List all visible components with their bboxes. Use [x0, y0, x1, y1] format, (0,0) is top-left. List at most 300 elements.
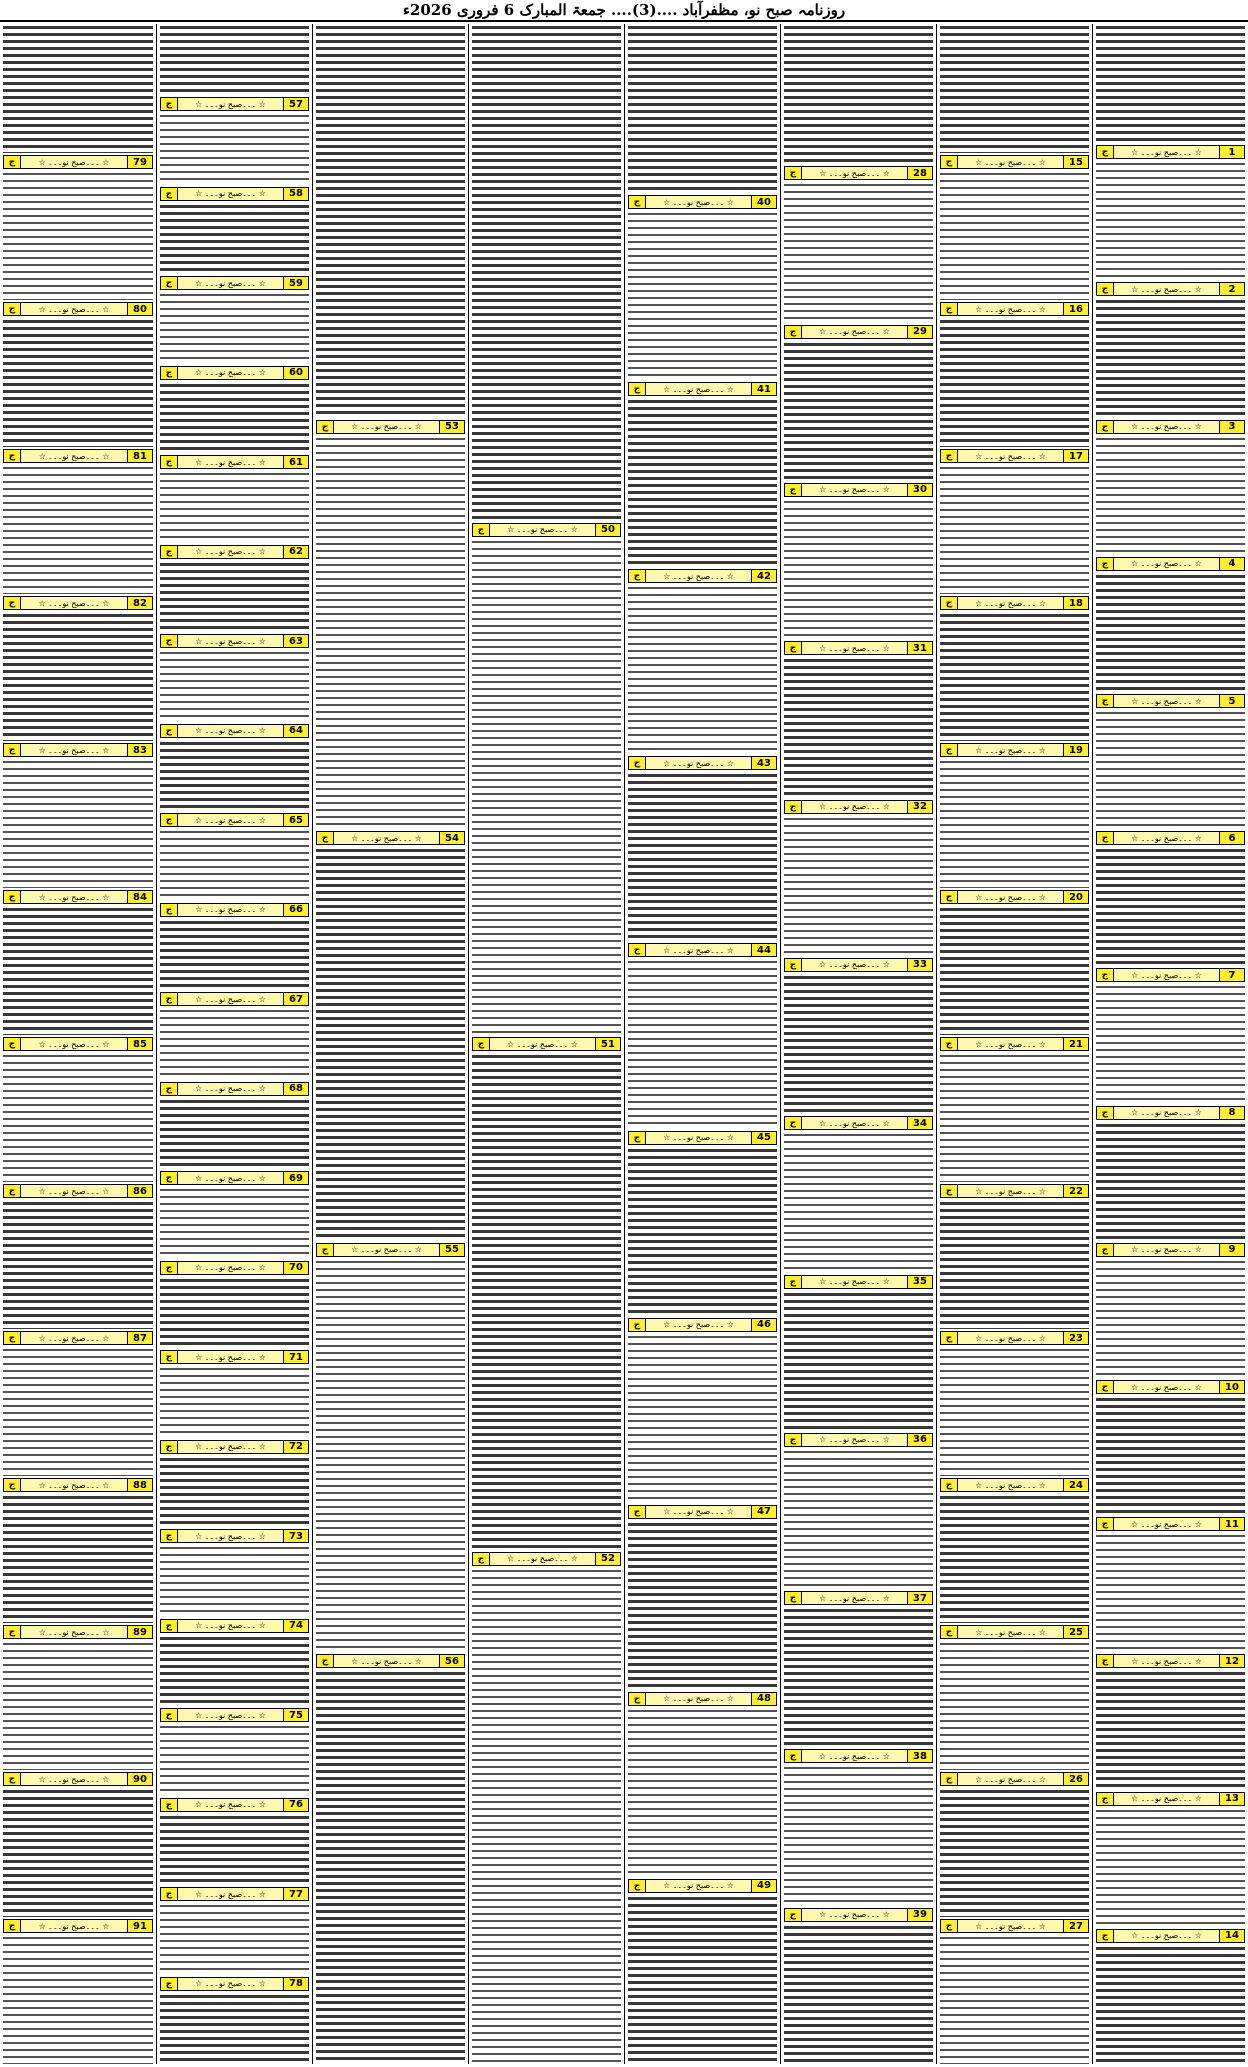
newspaper-logo-icon: ج — [4, 1332, 21, 1344]
ad-title: ☆ ۔۔۔صبح نو۔۔۔ ☆ — [21, 1626, 127, 1638]
ad-title: ☆ ۔۔۔صبح نو۔۔۔ ☆ — [802, 1434, 907, 1446]
newspaper-logo-icon: ج — [4, 1038, 21, 1050]
ad-text-block — [3, 1494, 153, 1623]
ad-title: ☆ ۔۔۔صبح نو۔۔۔ ☆ — [1114, 695, 1219, 707]
ad-title: ☆ ۔۔۔صبح نو۔۔۔ ☆ — [178, 993, 283, 1005]
ad-text-block — [784, 499, 933, 639]
ad-number: 14 — [1219, 1930, 1244, 1942]
ad-text-block — [1096, 1670, 1245, 1789]
column-3 — [780, 24, 936, 2064]
ad-number: 65 — [283, 814, 308, 826]
ad-header — [628, 382, 777, 396]
ad-title: ☆ ۔۔۔صبح نو۔۔۔ ☆ — [1114, 1655, 1219, 1667]
newspaper-logo-icon: ج — [785, 1909, 802, 1921]
ad-header — [160, 187, 309, 201]
ad-title: ☆ ۔۔۔صبح نو۔۔۔ ☆ — [178, 1530, 283, 1542]
ad-header — [316, 1243, 465, 1257]
ad-text-block — [160, 382, 309, 453]
newspaper-logo-icon: ج — [785, 642, 802, 654]
ad-title: ☆ ۔۔۔صبح نو۔۔۔ ☆ — [21, 450, 127, 462]
ad-text-block — [160, 1098, 309, 1169]
newspaper-logo-icon: ج — [161, 1262, 178, 1274]
newspaper-logo-icon: ج — [1097, 1244, 1114, 1256]
newspaper-logo-icon: ج — [785, 484, 802, 496]
ad-number: 86 — [127, 1185, 152, 1197]
ad-text-block — [1096, 436, 1245, 555]
newspaper-logo-icon: ج — [161, 1172, 178, 1184]
ad-text-block — [940, 1641, 1089, 1770]
ad-title: ☆ ۔۔۔صبح نو۔۔۔ ☆ — [1114, 558, 1219, 570]
ad-text-block — [160, 1456, 309, 1527]
ad-number: 26 — [1063, 1773, 1088, 1785]
ad-text-block — [940, 1494, 1089, 1623]
ad-number: 85 — [127, 1038, 152, 1050]
ad-number: 50 — [595, 524, 620, 536]
newspaper-logo-icon: ج — [941, 1920, 958, 1932]
newspaper-logo-icon: ج — [473, 1553, 490, 1565]
ad-title: ☆ ۔۔۔صبح نو۔۔۔ ☆ — [178, 1441, 283, 1453]
newspaper-logo-icon: ج — [1097, 421, 1114, 433]
ad-number: 24 — [1063, 1479, 1088, 1491]
newspaper-logo-icon: ج — [161, 367, 178, 379]
ad-title: ☆ ۔۔۔صبح نو۔۔۔ ☆ — [1114, 146, 1219, 158]
ad-header — [784, 641, 933, 655]
ad-text-block — [628, 24, 777, 193]
ad-header — [628, 756, 777, 770]
ad-text-block — [316, 1670, 465, 2064]
newspaper-logo-icon: ج — [1097, 832, 1114, 844]
ad-header — [3, 1184, 153, 1198]
ad-text-block — [1096, 847, 1245, 966]
ad-text-block — [3, 171, 153, 300]
ad-text-block — [316, 24, 465, 418]
newspaper-logo-icon: ج — [785, 167, 802, 179]
ad-title: ☆ ۔۔۔صبح نو۔۔۔ ☆ — [21, 1332, 127, 1344]
ad-text-block — [3, 24, 153, 153]
ad-title: ☆ ۔۔۔صبح نو۔۔۔ ☆ — [802, 1276, 907, 1288]
newspaper-logo-icon: ج — [1097, 695, 1114, 707]
ad-number: 32 — [907, 801, 932, 813]
ad-number: 77 — [283, 1888, 308, 1900]
ad-header — [1096, 1380, 1245, 1394]
newspaper-logo-icon: ج — [317, 421, 334, 433]
ad-number: 20 — [1063, 891, 1088, 903]
ad-text-block — [784, 816, 933, 956]
ad-header — [160, 276, 309, 290]
classified-page — [0, 24, 1248, 2064]
ad-text-block — [3, 1935, 153, 2064]
ad-number: 53 — [439, 421, 464, 433]
newspaper-logo-icon: ج — [161, 277, 178, 289]
ad-text-block — [160, 1814, 309, 1885]
ad-header — [940, 1184, 1089, 1198]
ad-text-block — [160, 740, 309, 811]
ad-text-block — [160, 1187, 309, 1258]
ad-number: 55 — [439, 1244, 464, 1256]
newspaper-logo-icon: ج — [161, 635, 178, 647]
ad-number: 88 — [127, 1479, 152, 1491]
ad-number: 31 — [907, 642, 932, 654]
ad-title: ☆ ۔۔۔صبح نو۔۔۔ ☆ — [958, 1479, 1063, 1491]
ad-header — [784, 1275, 933, 1289]
ad-number: 52 — [595, 1553, 620, 1565]
ad-header — [628, 1692, 777, 1706]
newspaper-logo-icon: ج — [161, 814, 178, 826]
newspaper-logo-icon: ج — [1097, 1930, 1114, 1942]
newspaper-logo-icon: ج — [317, 1655, 334, 1667]
newspaper-logo-icon: ج — [161, 1888, 178, 1900]
ad-text-block — [160, 24, 309, 95]
ad-number: 23 — [1063, 1332, 1088, 1344]
newspaper-logo-icon: ج — [161, 725, 178, 737]
ad-text-block — [160, 919, 309, 990]
ad-header — [160, 1082, 309, 1096]
ad-text-block — [160, 561, 309, 632]
ad-number: 3 — [1219, 421, 1244, 433]
ad-text-block — [940, 171, 1089, 300]
ad-header — [3, 449, 153, 463]
ad-number: 80 — [127, 303, 152, 315]
ad-number: 1 — [1219, 146, 1244, 158]
ad-number: 59 — [283, 277, 308, 289]
ad-text-block — [1096, 1808, 1245, 1927]
newspaper-logo-icon: ج — [941, 156, 958, 168]
ad-number: 37 — [907, 1592, 932, 1604]
ad-number: 74 — [283, 1620, 308, 1632]
newspaper-logo-icon: ج — [161, 1620, 178, 1632]
masthead — [0, 0, 1248, 22]
ad-header — [784, 483, 933, 497]
ad-text-block — [1096, 298, 1245, 417]
ad-number: 62 — [283, 546, 308, 558]
ad-title: ☆ ۔۔۔صبح نو۔۔۔ ☆ — [178, 1351, 283, 1363]
ad-title: ☆ ۔۔۔صبح نو۔۔۔ ☆ — [178, 1799, 283, 1811]
ad-number: 6 — [1219, 832, 1244, 844]
newspaper-logo-icon: ج — [1097, 1793, 1114, 1805]
ad-number: 56 — [439, 1655, 464, 1667]
ad-title: ☆ ۔۔۔صبح نو۔۔۔ ☆ — [178, 635, 283, 647]
ad-text-block — [1096, 1259, 1245, 1378]
ad-title: ☆ ۔۔۔صبح نو۔۔۔ ☆ — [178, 367, 283, 379]
newspaper-logo-icon: ج — [161, 1978, 178, 1990]
ad-title: ☆ ۔۔۔صبح نو۔۔۔ ☆ — [802, 484, 907, 496]
ad-title: ☆ ۔۔۔صبح نو۔۔۔ ☆ — [490, 1553, 595, 1565]
ad-number: 44 — [751, 944, 776, 956]
ad-number: 19 — [1063, 744, 1088, 756]
newspaper-logo-icon: ج — [941, 1185, 958, 1197]
ad-title: ☆ ۔۔۔صبح نو۔۔۔ ☆ — [958, 303, 1063, 315]
ad-number: 35 — [907, 1276, 932, 1288]
newspaper-logo-icon: ج — [941, 450, 958, 462]
ad-number: 71 — [283, 1351, 308, 1363]
ad-title: ☆ ۔۔۔صبح نو۔۔۔ ☆ — [802, 1117, 907, 1129]
ad-number: 64 — [283, 725, 308, 737]
ad-text-block — [472, 1568, 621, 2065]
ad-number: 60 — [283, 367, 308, 379]
ad-title: ☆ ۔۔۔صبح نو۔۔۔ ☆ — [178, 1978, 283, 1990]
newspaper-logo-icon: ج — [4, 156, 21, 168]
ad-header — [3, 1625, 153, 1639]
ad-number: 2 — [1219, 283, 1244, 295]
newspaper-logo-icon: ج — [941, 1626, 958, 1638]
ad-header — [784, 166, 933, 180]
ad-header — [160, 455, 309, 469]
ad-number: 49 — [751, 1880, 776, 1892]
newspaper-logo-icon: ج — [629, 1693, 646, 1705]
ad-header — [784, 325, 933, 339]
ad-title: ☆ ۔۔۔صبح نو۔۔۔ ☆ — [21, 1773, 127, 1785]
ad-text-block — [1096, 1396, 1245, 1515]
newspaper-logo-icon: ج — [1097, 558, 1114, 570]
masthead-title: روزنامہ صبح نو، مظفرآباد ....(3).... جمعۃ المبارک 6 فروری 2026ء — [402, 1, 846, 19]
newspaper-logo-icon: ج — [629, 1506, 646, 1518]
ad-title: ☆ ۔۔۔صبح نو۔۔۔ ☆ — [178, 1620, 283, 1632]
ad-text-block — [784, 182, 933, 322]
newspaper-logo-icon: ج — [1097, 969, 1114, 981]
ad-title: ☆ ۔۔۔صبح نو۔۔۔ ☆ — [21, 1038, 127, 1050]
ad-number: 38 — [907, 1750, 932, 1762]
ad-number: 47 — [751, 1506, 776, 1518]
ad-header — [1096, 1517, 1245, 1531]
ad-title: ☆ ۔۔۔صبح نو۔۔۔ ☆ — [178, 456, 283, 468]
ad-title: ☆ ۔۔۔صبح نو۔۔۔ ☆ — [646, 1693, 751, 1705]
ad-number: 78 — [283, 1978, 308, 1990]
ad-title: ☆ ۔۔۔صبح نو۔۔۔ ☆ — [178, 277, 283, 289]
ad-title: ☆ ۔۔۔صبح نو۔۔۔ ☆ — [1114, 1107, 1219, 1119]
column-8 — [0, 24, 156, 2064]
newspaper-logo-icon: ج — [1097, 146, 1114, 158]
ad-header — [3, 1331, 153, 1345]
ad-text-block — [784, 974, 933, 1114]
ad-title: ☆ ۔۔۔صبح نو۔۔۔ ☆ — [21, 1920, 127, 1932]
ad-title: ☆ ۔۔۔صبح نو۔۔۔ ☆ — [178, 1262, 283, 1274]
ad-title: ☆ ۔۔۔صبح نو۔۔۔ ☆ — [958, 1038, 1063, 1050]
ad-text-block — [628, 772, 777, 941]
ad-header — [3, 155, 153, 169]
newspaper-logo-icon: ج — [941, 1773, 958, 1785]
ad-text-block — [628, 1147, 777, 1316]
ad-title: ☆ ۔۔۔صبح نو۔۔۔ ☆ — [21, 744, 127, 756]
ad-text-block — [1096, 710, 1245, 829]
ad-text-block — [160, 1277, 309, 1348]
ad-title: ☆ ۔۔۔صبح نو۔۔۔ ☆ — [958, 744, 1063, 756]
ad-title: ☆ ۔۔۔صبح نو۔۔۔ ☆ — [1114, 1930, 1219, 1942]
ad-header — [160, 1261, 309, 1275]
ad-text-block — [160, 1008, 309, 1079]
newspaper-logo-icon: ج — [1097, 283, 1114, 295]
ad-header — [628, 195, 777, 209]
newspaper-logo-icon: ج — [4, 1185, 21, 1197]
ad-text-block — [3, 1053, 153, 1182]
ad-header — [3, 1772, 153, 1786]
ad-number: 58 — [283, 188, 308, 200]
ad-header — [784, 1908, 933, 1922]
newspaper-logo-icon: ج — [785, 1750, 802, 1762]
ad-header — [1096, 1792, 1245, 1806]
ad-number: 90 — [127, 1773, 152, 1785]
newspaper-logo-icon: ج — [785, 1434, 802, 1446]
ad-title: ☆ ۔۔۔صبح نو۔۔۔ ☆ — [802, 326, 907, 338]
ad-text-block — [1096, 573, 1245, 692]
ad-title: ☆ ۔۔۔صبح نو۔۔۔ ☆ — [1114, 283, 1219, 295]
ad-title: ☆ ۔۔۔صبح نو۔۔۔ ☆ — [646, 570, 751, 582]
ad-title: ☆ ۔۔۔صبح نو۔۔۔ ☆ — [334, 1244, 439, 1256]
ad-header — [160, 1350, 309, 1364]
ad-text-block — [628, 1895, 777, 2064]
ad-header — [1096, 420, 1245, 434]
ad-number: 29 — [907, 326, 932, 338]
ad-text-block — [940, 1053, 1089, 1182]
ad-number: 48 — [751, 1693, 776, 1705]
ad-text-block — [160, 1545, 309, 1616]
ad-number: 4 — [1219, 558, 1244, 570]
ad-number: 33 — [907, 959, 932, 971]
newspaper-logo-icon: ج — [629, 383, 646, 395]
ad-text-block — [940, 759, 1089, 888]
ad-number: 67 — [283, 993, 308, 1005]
ad-title: ☆ ۔۔۔صبح نو۔۔۔ ☆ — [646, 1506, 751, 1518]
ad-header — [1096, 145, 1245, 159]
ad-title: ☆ ۔۔۔صبح نو۔۔۔ ☆ — [178, 188, 283, 200]
ad-text-block — [628, 585, 777, 754]
ad-number: 39 — [907, 1909, 932, 1921]
ad-header — [1096, 968, 1245, 982]
ad-title: ☆ ۔۔۔صبح نو۔۔۔ ☆ — [802, 959, 907, 971]
ad-text-block — [940, 1788, 1089, 1917]
newspaper-logo-icon: ج — [161, 1351, 178, 1363]
ad-title: ☆ ۔۔۔صبح نو۔۔۔ ☆ — [958, 156, 1063, 168]
ad-header — [160, 992, 309, 1006]
newspaper-logo-icon: ج — [4, 1479, 21, 1491]
ad-number: 43 — [751, 757, 776, 769]
ad-header — [628, 943, 777, 957]
newspaper-logo-icon: ج — [1097, 1518, 1114, 1530]
ad-title: ☆ ۔۔۔صبح نو۔۔۔ ☆ — [1114, 1244, 1219, 1256]
ad-number: 73 — [283, 1530, 308, 1542]
ad-header — [160, 366, 309, 380]
newspaper-logo-icon: ج — [785, 1592, 802, 1604]
newspaper-logo-icon: ج — [785, 1117, 802, 1129]
ad-header — [160, 1529, 309, 1543]
ad-title: ☆ ۔۔۔صبح نو۔۔۔ ☆ — [958, 1185, 1063, 1197]
newspaper-logo-icon: ج — [785, 326, 802, 338]
column-4 — [624, 24, 780, 2064]
ad-number: 15 — [1063, 156, 1088, 168]
ad-text-block — [472, 24, 621, 521]
ad-header — [940, 1478, 1089, 1492]
newspaper-logo-icon: ج — [473, 1038, 490, 1050]
ad-header — [628, 1318, 777, 1332]
ad-text-block — [3, 465, 153, 594]
ad-header — [784, 1116, 933, 1130]
ad-title: ☆ ۔۔۔صبح نو۔۔۔ ☆ — [646, 1132, 751, 1144]
ad-title: ☆ ۔۔۔صبح نو۔۔۔ ☆ — [21, 891, 127, 903]
ad-title: ☆ ۔۔۔صبح نو۔۔۔ ☆ — [958, 1626, 1063, 1638]
ad-title: ☆ ۔۔۔صبح نو۔۔۔ ☆ — [334, 832, 439, 844]
ad-header — [3, 1919, 153, 1933]
ad-title: ☆ ۔۔۔صبح نو۔۔۔ ☆ — [1114, 421, 1219, 433]
newspaper-logo-icon: ج — [941, 744, 958, 756]
ad-header — [160, 724, 309, 738]
ad-text-block — [628, 1334, 777, 1503]
ad-number: 10 — [1219, 1381, 1244, 1393]
ad-text-block — [940, 318, 1089, 447]
ad-title: ☆ ۔۔۔صبح نو۔۔۔ ☆ — [178, 1709, 283, 1721]
newspaper-logo-icon: ج — [161, 188, 178, 200]
ad-title: ☆ ۔۔۔صبح نو۔۔۔ ☆ — [1114, 1793, 1219, 1805]
ad-title: ☆ ۔۔۔صبح نو۔۔۔ ☆ — [21, 597, 127, 609]
ad-number: 45 — [751, 1132, 776, 1144]
ad-title: ☆ ۔۔۔صبح نو۔۔۔ ☆ — [646, 944, 751, 956]
ad-header — [940, 155, 1089, 169]
ad-text-block — [940, 1347, 1089, 1476]
ad-number: 75 — [283, 1709, 308, 1721]
ad-number: 28 — [907, 167, 932, 179]
ad-number: 57 — [283, 98, 308, 110]
ad-text-block — [1096, 24, 1245, 143]
ad-header — [160, 1977, 309, 1991]
ad-number: 76 — [283, 1799, 308, 1811]
ad-header — [784, 1433, 933, 1447]
ad-header — [940, 743, 1089, 757]
ad-text-block — [3, 1788, 153, 1917]
newspaper-logo-icon: ج — [1097, 1107, 1114, 1119]
newspaper-logo-icon: ج — [4, 1773, 21, 1785]
ad-header — [160, 1171, 309, 1185]
ad-title: ☆ ۔۔۔صبح نو۔۔۔ ☆ — [178, 1888, 283, 1900]
ad-header — [628, 1879, 777, 1893]
ad-header — [3, 596, 153, 610]
ad-number: 13 — [1219, 1793, 1244, 1805]
ad-number: 87 — [127, 1332, 152, 1344]
ad-number: 91 — [127, 1920, 152, 1932]
ad-text-block — [784, 657, 933, 797]
ad-title: ☆ ۔۔۔صبح نو۔۔۔ ☆ — [178, 904, 283, 916]
ad-title: ☆ ۔۔۔صبح نو۔۔۔ ☆ — [178, 814, 283, 826]
ad-number: 34 — [907, 1117, 932, 1129]
ad-header — [160, 1619, 309, 1633]
ad-number: 51 — [595, 1038, 620, 1050]
newspaper-logo-icon: ج — [1097, 1381, 1114, 1393]
ad-number: 84 — [127, 891, 152, 903]
ad-number: 72 — [283, 1441, 308, 1453]
ad-text-block — [160, 1635, 309, 1706]
ad-header — [628, 1505, 777, 1519]
ad-text-block — [940, 906, 1089, 1035]
ad-header — [316, 1654, 465, 1668]
ad-text-block — [940, 1935, 1089, 2064]
newspaper-logo-icon: ج — [785, 801, 802, 813]
ad-text-block — [940, 24, 1089, 153]
ad-number: 25 — [1063, 1626, 1088, 1638]
ad-number: 81 — [127, 450, 152, 462]
ad-header — [160, 545, 309, 559]
ad-header — [1096, 694, 1245, 708]
ad-text-block — [160, 292, 309, 363]
newspaper-logo-icon: ج — [629, 944, 646, 956]
newspaper-logo-icon: ج — [785, 959, 802, 971]
ad-number: 5 — [1219, 695, 1244, 707]
ad-header — [628, 569, 777, 583]
newspaper-logo-icon: ج — [941, 1332, 958, 1344]
ad-header — [3, 743, 153, 757]
ad-title: ☆ ۔۔۔صبح نو۔۔۔ ☆ — [646, 196, 751, 208]
ad-header — [3, 302, 153, 316]
ad-number: 16 — [1063, 303, 1088, 315]
ad-header — [160, 813, 309, 827]
ad-text-block — [160, 471, 309, 542]
ad-text-block — [3, 906, 153, 1035]
